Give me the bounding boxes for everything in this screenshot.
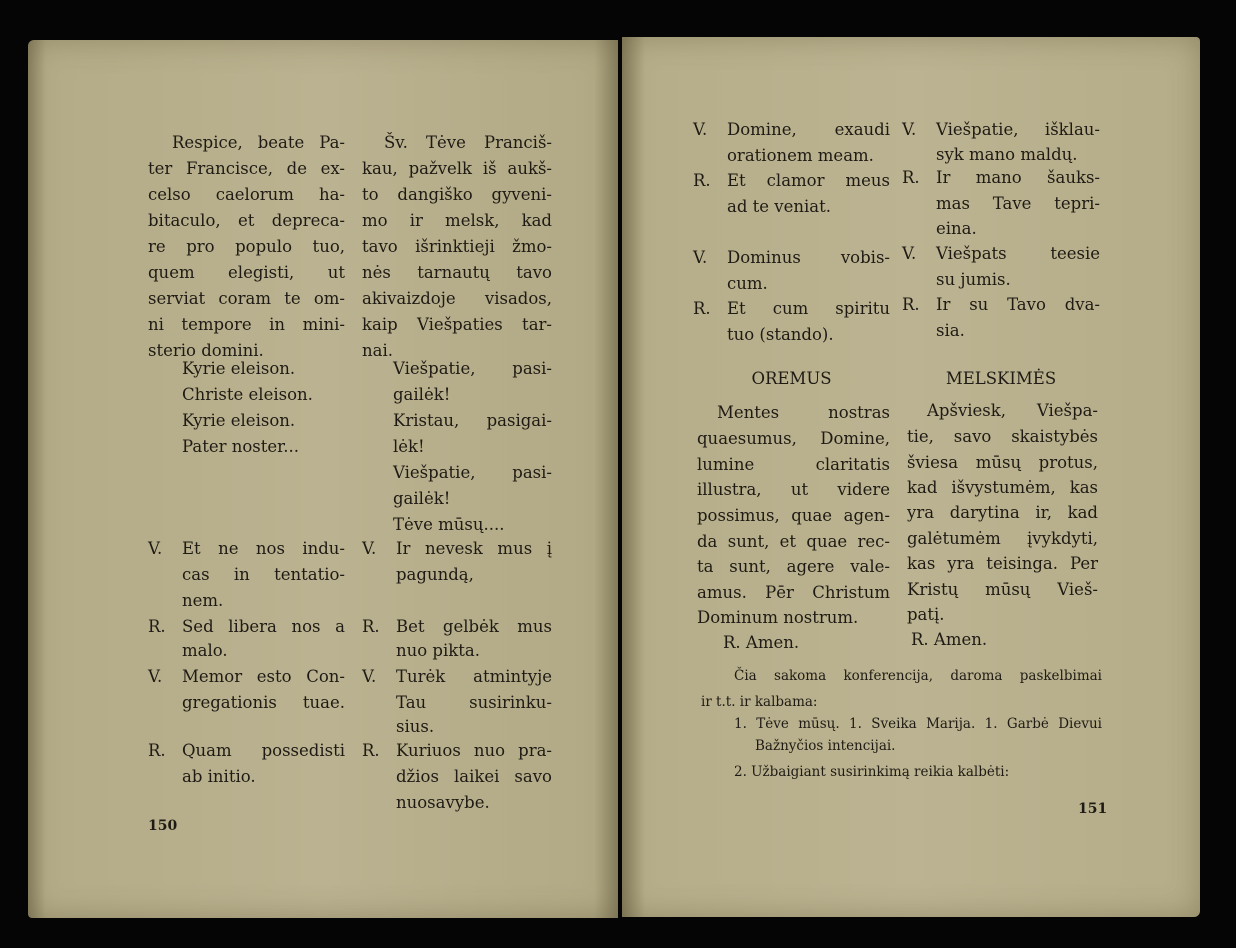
lithuanian-prayer-line: nai. — [362, 341, 393, 360]
versicle-label: V. — [362, 539, 377, 558]
lithuanian-versicle-line — [902, 244, 1100, 264]
versicle-text: Viešpatie, išklau- — [936, 120, 1100, 139]
latin-versicle-line — [727, 146, 890, 166]
latin-versicle-line — [148, 667, 345, 687]
versicle-text: tuo (stando). — [727, 325, 834, 344]
latin-litany-line: Kyrie eleison. — [182, 359, 296, 378]
latin-versicle-line — [148, 617, 345, 637]
versicle-text: džios laikei savo — [396, 767, 552, 786]
lithuanian-versicle-line — [902, 120, 1100, 140]
versicle-text: Et ne nos indu- — [182, 539, 345, 558]
left-page — [28, 40, 618, 918]
lithuanian-versicle-line — [396, 717, 552, 737]
lithuanian-prayer-line: Šv. Tėve Pranciš- — [384, 133, 552, 152]
latin-versicle-line — [727, 325, 890, 345]
latin-versicle-line — [148, 539, 345, 559]
latin-heading: OREMUS — [751, 369, 832, 388]
instructions-line: 2. Užbaigiant susirinkimą reikia kalbėti: — [734, 764, 1010, 780]
latin-litany-line: Pater noster... — [182, 437, 299, 456]
lithuanian-versicle-line — [396, 693, 552, 713]
versicle-text: nuo pikta. — [396, 641, 480, 660]
versicle-label: R. — [693, 299, 711, 318]
latin-collect-line: Mentes nostras — [717, 403, 890, 422]
page-number: 151 — [1078, 801, 1108, 817]
versicle-text: Viešpats teesie — [936, 244, 1100, 263]
versicle-label: V. — [693, 120, 708, 139]
versicle-text: mas Tave tepri- — [936, 194, 1100, 213]
lithuanian-collect-line: kad išvystumėm, kas — [907, 478, 1098, 497]
lithuanian-versicle-line — [936, 270, 1100, 290]
latin-collect-line: amus. Pēr Christum — [697, 583, 890, 602]
latin-prayer-line: sterio domini. — [148, 341, 264, 360]
lithuanian-versicle-line — [396, 767, 552, 787]
versicle-text: Ir nevesk mus į — [396, 539, 552, 558]
versicle-text: Memor esto Con- — [182, 667, 345, 686]
versicle-label: R. — [148, 741, 166, 760]
lithuanian-versicle-line — [902, 295, 1100, 315]
lithuanian-prayer-line: to dangiško gyveni- — [362, 185, 552, 204]
right-page — [622, 37, 1200, 917]
latin-versicle-line — [182, 591, 345, 611]
lithuanian-versicle-line — [362, 741, 552, 761]
latin-collect-line: lumine claritatis — [697, 455, 890, 474]
lithuanian-litany-line: Viešpatie, pasi- — [393, 463, 552, 482]
lithuanian-versicle-line — [396, 793, 552, 813]
latin-collect-line: Dominum nostrum. — [697, 608, 859, 627]
lithuanian-versicle-line — [362, 667, 552, 687]
versicle-text: Sed libera nos a — [182, 617, 345, 636]
versicle-text: Ir su Tavo dva- — [936, 295, 1100, 314]
latin-versicle-line — [182, 693, 345, 713]
versicle-text: gregationis tuae. — [182, 693, 345, 712]
versicle-text: su jumis. — [936, 270, 1011, 289]
latin-versicle-line — [693, 120, 890, 140]
lithuanian-collect-line: R. Amen. — [911, 630, 988, 649]
latin-collect-line: quaesumus, Domine, — [697, 429, 890, 448]
versicle-label: R. — [362, 741, 380, 760]
versicle-label: V. — [902, 120, 917, 139]
lithuanian-litany-line: gailėk! — [393, 385, 451, 404]
lithuanian-collect-line: tie, savo skaistybės — [907, 427, 1098, 446]
versicle-text: malo. — [182, 641, 228, 660]
latin-prayer-line: celso caelorum ha- — [148, 185, 345, 204]
lithuanian-versicle-line — [936, 194, 1100, 214]
versicle-label: V. — [362, 667, 377, 686]
latin-versicle-line — [182, 641, 345, 661]
versicle-text: eina. — [936, 219, 977, 238]
latin-prayer-line: quem elegisti, ut — [148, 263, 345, 282]
latin-collect-line: possimus, quae agen- — [697, 506, 890, 525]
lithuanian-heading: MELSKIMĖS — [945, 369, 1057, 388]
latin-prayer-line: bitaculo, et depreca- — [148, 211, 345, 230]
lithuanian-collect-line: Apšviesk, Viešpa- — [927, 401, 1098, 420]
latin-litany-line: Kyrie eleison. — [182, 411, 296, 430]
lithuanian-prayer-line: mo ir melsk, kad — [362, 211, 552, 230]
latin-versicle-line — [148, 741, 345, 761]
latin-versicle-line — [693, 171, 890, 191]
latin-prayer-line: ter Francisce, de ex- — [148, 159, 345, 178]
latin-versicle-line — [693, 299, 890, 319]
lithuanian-versicle-line — [396, 641, 552, 661]
versicle-text: Quam possedisti — [182, 741, 345, 760]
instructions-line: Bažnyčios intencijai. — [755, 738, 896, 754]
versicle-text: Tau susirinku- — [396, 693, 552, 712]
lithuanian-prayer-line: tavo išrinktieji žmo- — [362, 237, 552, 256]
latin-collect-line: da sunt, et quae rec- — [697, 532, 890, 551]
versicle-text: Kuriuos nuo pra- — [396, 741, 552, 760]
lithuanian-collect-line: šviesa mūsų protus, — [907, 453, 1098, 472]
latin-prayer-line: re pro populo tuo, — [148, 237, 345, 256]
lithuanian-versicle-line — [936, 321, 1100, 341]
latin-collect-line: R. Amen. — [723, 633, 800, 652]
versicle-text: nem. — [182, 591, 224, 610]
versicle-text: orationem meam. — [727, 146, 874, 165]
versicle-text: ad te veniat. — [727, 197, 831, 216]
latin-prayer-line: serviat coram te om- — [148, 289, 345, 308]
latin-collect-line: illustra, ut videre — [697, 480, 890, 499]
lithuanian-prayer-line: kau, pažvelk iš aukš- — [362, 159, 552, 178]
lithuanian-litany-line: gailėk! — [393, 489, 451, 508]
versicle-label: V. — [148, 667, 163, 686]
versicle-text: Et clamor meus — [727, 171, 890, 190]
versicle-label: R. — [148, 617, 166, 636]
versicle-text: pagundą, — [396, 565, 474, 584]
lithuanian-litany-line: Tėve mūsų.... — [393, 515, 505, 534]
lithuanian-prayer-line: akivaizdoje visados, — [362, 289, 552, 308]
lithuanian-litany-line: lėk! — [393, 437, 425, 456]
versicle-label: V. — [148, 539, 163, 558]
lithuanian-versicle-line — [902, 168, 1100, 188]
lithuanian-collect-line: patį. — [907, 605, 945, 624]
versicle-label: V. — [693, 248, 708, 267]
versicle-label: V. — [902, 244, 917, 263]
latin-versicle-line — [727, 197, 890, 217]
latin-prayer-line: Respice, beate Pa- — [172, 133, 345, 152]
latin-prayer-line: ni tempore in mini- — [148, 315, 345, 334]
versicle-text: syk mano maldų. — [936, 145, 1078, 164]
lithuanian-collect-line: yra darytina ir, kad — [907, 503, 1098, 522]
latin-versicle-line — [182, 767, 345, 787]
versicle-text: Turėk atmintyje — [396, 667, 552, 686]
lithuanian-prayer-line: kaip Viešpaties tar- — [362, 315, 552, 334]
versicle-text: Bet gelbėk mus — [396, 617, 552, 636]
versicle-text: Dominus vobis- — [727, 248, 890, 267]
versicle-text: cas in tentatio- — [182, 565, 345, 584]
versicle-label: R. — [362, 617, 380, 636]
latin-versicle-line — [182, 565, 345, 585]
latin-versicle-line — [693, 248, 890, 268]
versicle-text: Domine, exaudi — [727, 120, 890, 139]
versicle-text: cum. — [727, 274, 768, 293]
versicle-label: R. — [693, 171, 711, 190]
latin-versicle-line — [727, 274, 890, 294]
lithuanian-litany-line: Viešpatie, pasi- — [393, 359, 552, 378]
lithuanian-collect-line: kas yra teisinga. Per — [907, 554, 1098, 573]
lithuanian-versicle-line — [362, 539, 552, 559]
instructions-line: 1. Tėve mūsų. 1. Sveika Marija. 1. Garbė Dievui — [734, 716, 1102, 732]
lithuanian-collect-line: galėtumėm įvykdyti, — [907, 529, 1098, 548]
lithuanian-litany-line: Kristau, pasigai- — [393, 411, 552, 430]
lithuanian-versicle-line — [396, 565, 552, 585]
instructions-line: ir t.t. ir kalbama: — [701, 694, 818, 710]
versicle-text: nuosavybe. — [396, 793, 490, 812]
page-number: 150 — [148, 818, 178, 834]
versicle-text: sius. — [396, 717, 435, 736]
versicle-text: Ir mano šauks- — [936, 168, 1100, 187]
latin-litany-line: Christe eleison. — [182, 385, 313, 404]
lithuanian-versicle-line — [362, 617, 552, 637]
latin-collect-line: ta sunt, agere vale- — [697, 557, 890, 576]
versicle-text: Et cum spiritu — [727, 299, 890, 318]
versicle-text: ab initio. — [182, 767, 256, 786]
lithuanian-collect-line: Kristų mūsų Vieš- — [907, 580, 1098, 599]
instructions-line: Čia sakoma konferencija, daroma paskelbimai — [734, 668, 1102, 684]
versicle-text: sia. — [936, 321, 965, 340]
lithuanian-versicle-line — [936, 145, 1100, 165]
versicle-label: R. — [902, 295, 920, 314]
versicle-label: R. — [902, 168, 920, 187]
lithuanian-versicle-line — [936, 219, 1100, 239]
lithuanian-prayer-line: nės tarnautų tavo — [362, 263, 552, 282]
